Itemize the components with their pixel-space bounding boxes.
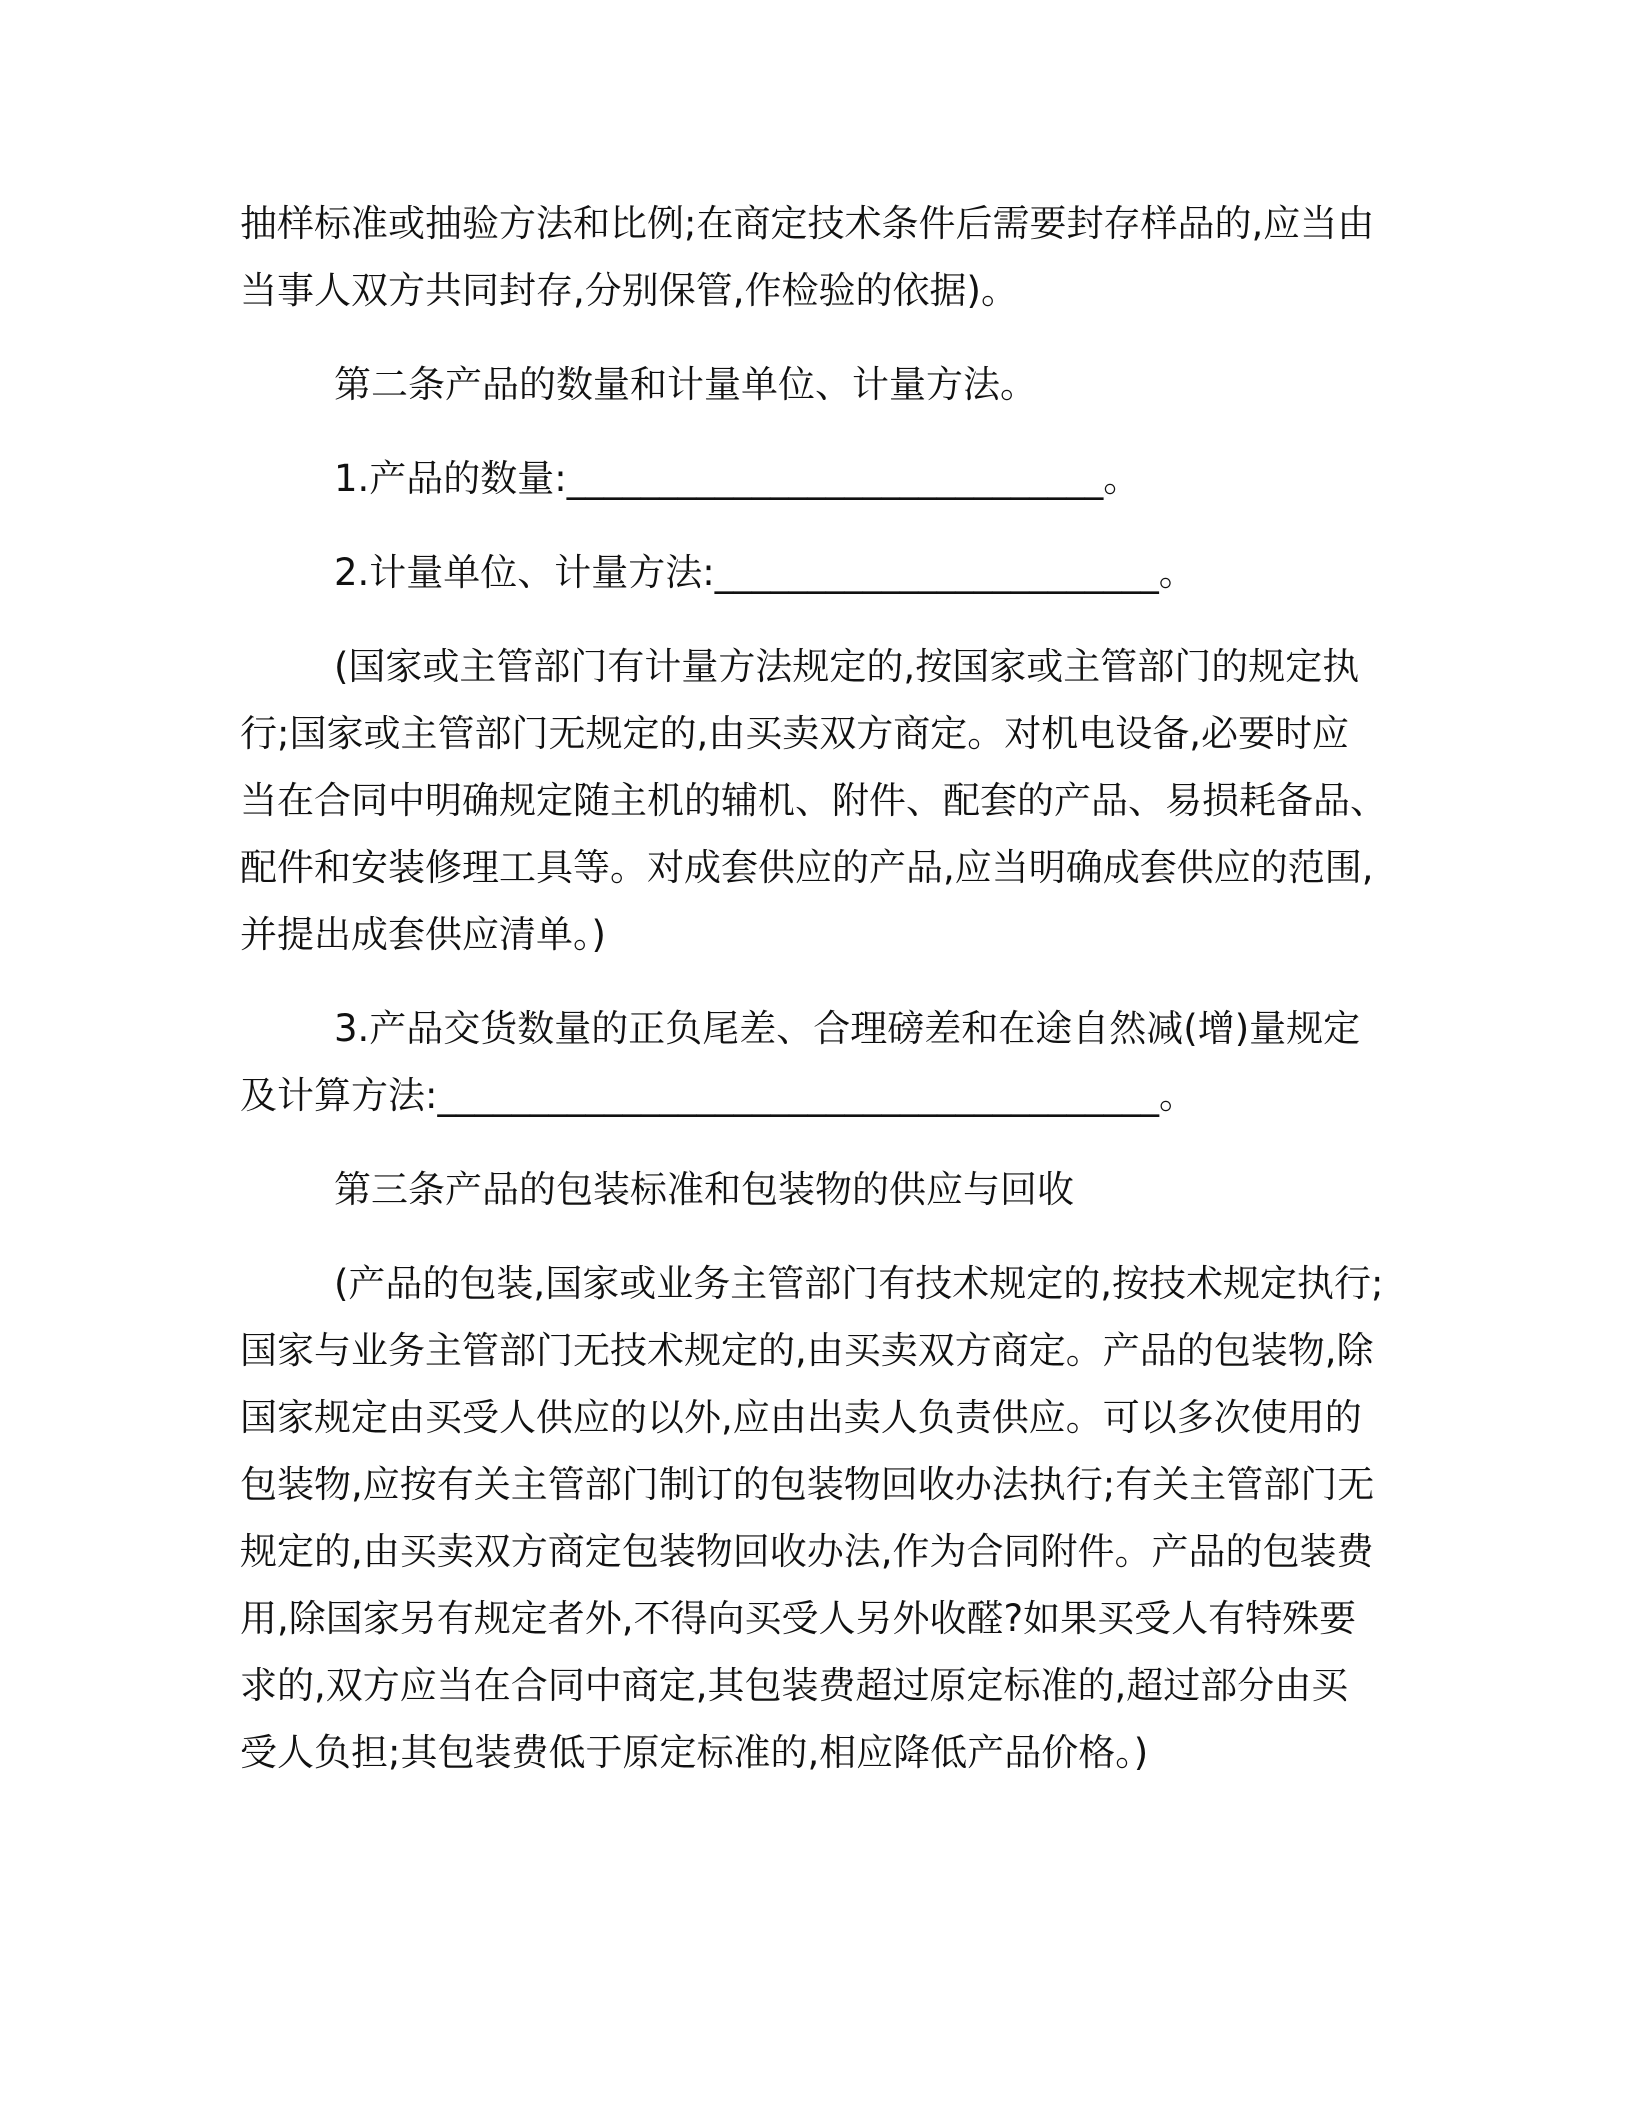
text-line: 规定的,由买卖双方商定包装物回收办法,作为合同附件。产品的包装费: [240, 1530, 1374, 1573]
text-line: 国家与业务主管部门无技术规定的,由买卖双方商定。产品的包装物,除: [240, 1329, 1374, 1372]
text-line: 第三条产品的包装标准和包装物的供应与回收: [334, 1168, 1074, 1211]
text-line: 求的,双方应当在合同中商定,其包装费超过原定标准的,超过部分由买: [240, 1664, 1349, 1707]
document-body: [240, 190, 1390, 1813]
text-line: 2.计量单位、计量方法:________________________。: [334, 551, 1196, 594]
text-line: 第二条产品的数量和计量单位、计量方法。: [334, 363, 1037, 406]
text-line: 当在合同中明确规定随主机的辅机、附件、配套的产品、易损耗备品、: [240, 779, 1387, 822]
paragraph-packaging-note: [240, 1250, 1390, 1786]
article-2-heading: [240, 351, 1390, 418]
text-line: 用,除国家另有规定者外,不得向买受人另外收醛?如果买受人有特殊要: [240, 1597, 1357, 1640]
item-3-tolerance: [240, 995, 1390, 1129]
text-line: 当事人双方共同封存,分别保管,作检验的依据)。: [240, 269, 1018, 312]
text-line: (国家或主管部门有计量方法规定的,按国家或主管部门的规定执: [334, 645, 1360, 688]
item-1-quantity: [240, 445, 1390, 512]
text-line: 包装物,应按有关主管部门制订的包装物回收办法执行;有关主管部门无: [240, 1463, 1375, 1506]
text-line: 国家规定由买受人供应的以外,应由出卖人负责供应。可以多次使用的: [240, 1396, 1362, 1439]
text-line: 受人负担;其包装费低于原定标准的,相应降低产品价格。): [240, 1731, 1149, 1774]
text-line: 及计算方法:_______________________________________。: [240, 1074, 1196, 1117]
text-line: 行;国家或主管部门无规定的,由买卖双方商定。对机电设备,必要时应: [240, 712, 1349, 755]
text-line: (产品的包装,国家或业务主管部门有技术规定的,按技术规定执行;: [334, 1262, 1384, 1305]
text-line: 3.产品交货数量的正负尾差、合理磅差和在途自然减(增)量规定: [334, 1007, 1361, 1050]
paragraph-sampling-note: [240, 190, 1390, 324]
text-line: 1.产品的数量:_____________________________。: [334, 457, 1141, 500]
text-line: 配件和安装修理工具等。对成套供应的产品,应当明确成套供应的范围,: [240, 846, 1374, 889]
item-2-unit-method: [240, 539, 1390, 606]
text-line: 抽样标准或抽验方法和比例;在商定技术条件后需要封存样品的,应当由: [240, 202, 1375, 245]
text-line: 并提出成套供应清单。): [240, 913, 606, 956]
paragraph-measurement-note: [240, 633, 1390, 968]
article-3-heading: [240, 1156, 1390, 1223]
